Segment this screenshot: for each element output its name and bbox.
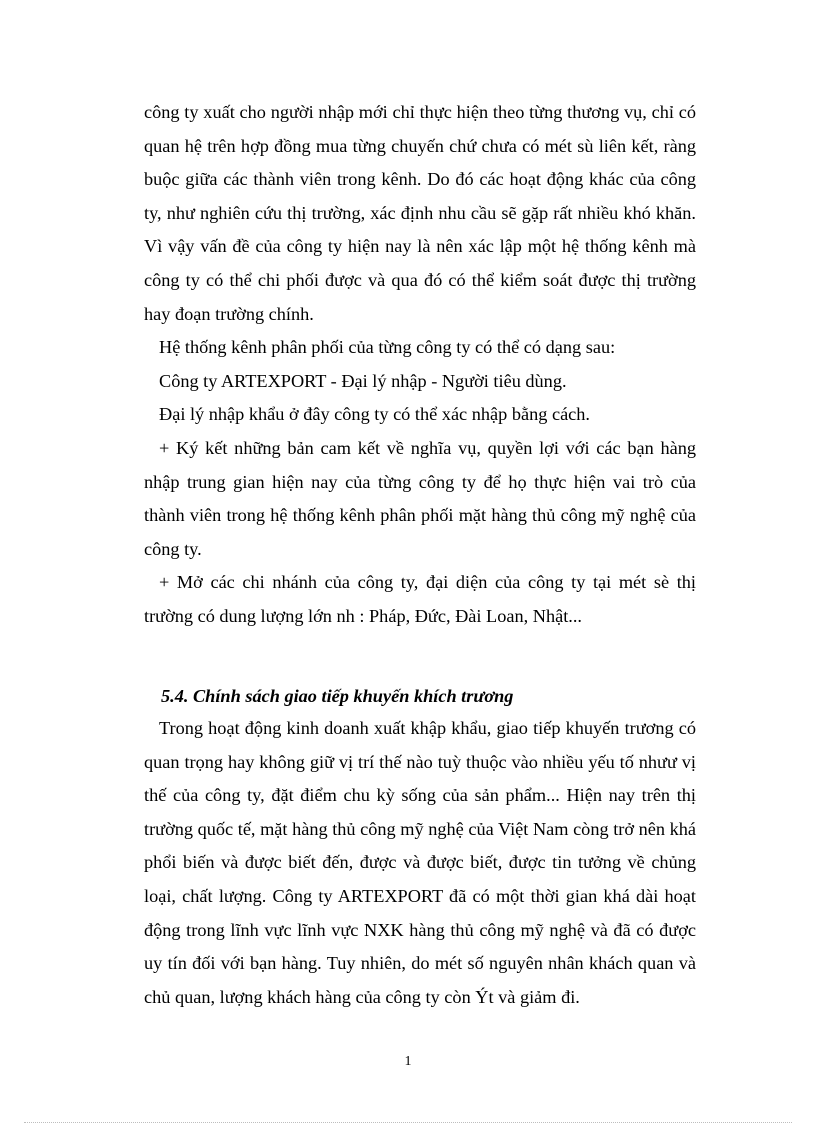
paragraph: Hệ thống kênh phân phối của từng công ty có thể có dạng sau:	[159, 337, 616, 358]
paragraph: Trong hoạt động kinh doanh xuất khập khẩu, giao tiếp khuyến trương có quan trọng hay không giữ vị trí thế nào tuỳ thuộc vào nhiều yếu tố nhưư vị thế của công ty, đặt điểm chu kỳ sống của sản phẩm... Hiện nay trên thị trường quốc tế, mặt hàng thủ công mỹ nghệ của Việt Nam còng trở nên khá phổi biến và được biết đến, được và được biết, được tin tưởng về chủng loại, chất lượng. Công ty ARTEXPORT đã có một thời gian khá dài hoạt động trong lĩnh vực lĩnh vực NXK hàng thủ công mỹ nghệ và đã có được uy tín đối với bạn hàng. Tuy nhiên, do mét số nguyên nhân khách quan và chủ quan, lượng khách hàng của công ty còn Ýt và giảm đi.	[144, 718, 696, 1007]
text-block-bottom	[144, 712, 696, 1014]
page-number: 1	[404, 1054, 412, 1069]
paragraph: công ty xuất cho người nhập mới chỉ thực hiện theo từng thương vụ, chỉ có quan hệ trên hợp đồng mua từng chuyến chứ chưa có mét sù liên kết, ràng buộc giữa các thành viên trong kênh. Do đó các hoạt động khác của công ty, như nghiên cứu thị trường, xác định nhu cầu sẽ gặp rất nhiều khó khăn. Vì vậy vấn đề của công ty hiện nay là nên xác lập một hệ thống kênh mà công ty có thể chi phối được và qua đó có thể kiểm soát được thị trường hay đoạn trường chính.	[144, 102, 696, 324]
text-block-top	[144, 96, 696, 634]
paragraph: + Mở các chi nhánh của công ty, đại diện của công ty tại mét sè thị trường có dung lượng lớn nh : Pháp, Đức, Đài Loan, Nhật...	[144, 572, 696, 626]
paragraph: Đại lý nhập khẩu ở đây công ty có thể xác nhập bằng cách.	[159, 404, 591, 425]
section-heading: 5.4. Chính sách giao tiếp khuyến khích trương	[161, 686, 514, 706]
paragraph: Công ty ARTEXPORT - Đại lý nhập - Người tiêu dùng.	[159, 370, 567, 391]
paragraph: + Ký kết những bản cam kết về nghĩa vụ, quyền lợi với các bạn hàng nhập trung gian hiện nay của từng công ty để họ thực hiện vai trò của thành viên trong hệ thống kênh phân phối mặt hàng thủ công mỹ nghệ của công ty.	[144, 437, 696, 559]
